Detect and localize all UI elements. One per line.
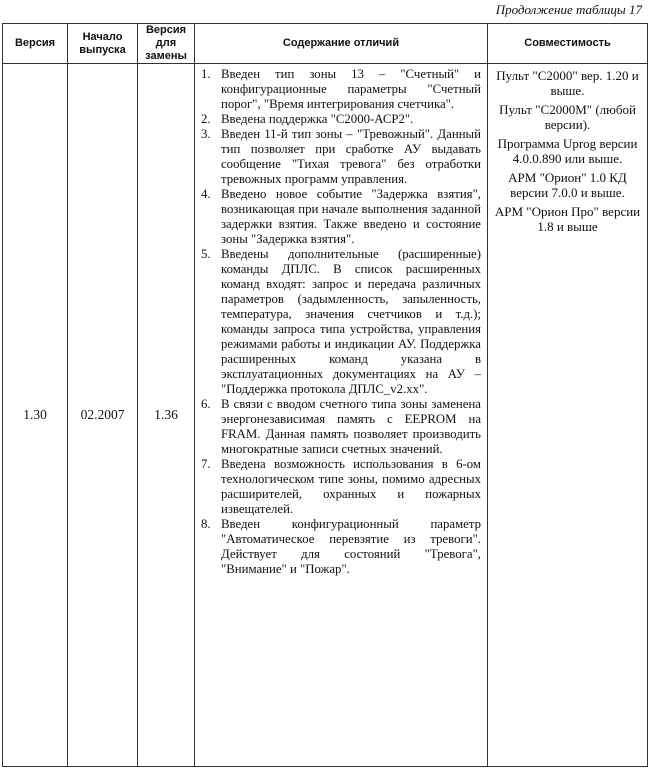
list-item bbox=[199, 397, 481, 457]
list-item-text: Введена возможность использования в 6-ом технологическом типе зоны, помимо адресных расширителей, охранных и пожарных извещателей. bbox=[221, 457, 481, 516]
header-version: Версия bbox=[3, 24, 68, 64]
cell-compatibility bbox=[488, 64, 648, 767]
list-item bbox=[199, 112, 481, 127]
list-item bbox=[199, 517, 481, 577]
header-differences: Содержание отличий bbox=[195, 24, 488, 64]
list-item-number: 1. bbox=[201, 67, 211, 81]
compatibility-entry: Пульт "С2000" вер. 1.20 и выше. bbox=[496, 68, 639, 98]
table-row bbox=[3, 64, 648, 767]
list-item-text: Введен конфигурационный параметр "Автоматическое перевзятие из тревоги". Действует для состояний "Тревога", "Внимание" и "Пожар". bbox=[221, 517, 481, 576]
header-release: Начало выпуска bbox=[68, 24, 138, 64]
list-item bbox=[199, 127, 481, 187]
list-item bbox=[199, 67, 481, 112]
cell-replacement: 1.36 bbox=[138, 64, 195, 767]
list-item-number: 3. bbox=[201, 127, 211, 141]
list-item-number: 6. bbox=[201, 397, 211, 411]
list-item-number: 4. bbox=[201, 187, 211, 201]
list-item-text: Введен 11-й тип зоны – "Тревожный". Данный тип позволяет при сработке АУ выдавать сообщение "Тихая тревога" без отработки тревожных программ управления. bbox=[221, 127, 481, 186]
table-caption: Продолжение таблицы 17 bbox=[495, 2, 642, 17]
list-item-text: Введено новое событие "Задержка взятия", возникающая при начале выполнения заданной задержки взятия. Также введено и состояние зоны "Задержка взятия". bbox=[221, 187, 481, 246]
differences-list bbox=[199, 67, 481, 577]
cell-release: 02.2007 bbox=[68, 64, 138, 767]
header-compatibility: Совместимость bbox=[488, 24, 648, 64]
cell-differences bbox=[195, 64, 488, 767]
compatibility-entry: АРМ "Орион" 1.0 КД версии 7.0.0 и выше. bbox=[508, 170, 627, 200]
list-item-number: 8. bbox=[201, 517, 211, 531]
list-item bbox=[199, 187, 481, 247]
compatibility-entry: Пульт "С2000М" (любой версии). bbox=[499, 102, 636, 132]
list-item bbox=[199, 247, 481, 397]
list-item-number: 5. bbox=[201, 247, 211, 261]
list-item-number: 2. bbox=[201, 112, 211, 126]
list-item-number: 7. bbox=[201, 457, 211, 471]
header-replacement: Версия для замены bbox=[138, 24, 195, 64]
list-item-text: Введен тип зоны 13 – "Счетный" и конфигурационные параметры "Счетный порог", "Время интегрирования счетчика". bbox=[221, 67, 481, 111]
compatibility-entry: Программа Uprog версии 4.0.0.890 или выше. bbox=[497, 136, 638, 166]
compatibility-entry: АРМ "Орион Про" версии 1.8 и выше bbox=[494, 204, 641, 234]
list-item-text: Введены дополнительные (расширенные) команды ДПЛС. В список расширенных команд входят: запрос и передача различных параметров (задымленность, запыленность, температура, значения счетчиков и т.д.); команды запроса типа устройства, управления режимами работы и индикации АУ. Поддержка расширенных команд указана в эксплуатационных документациях на АУ – "Поддержка протокола ДПЛС_v2.xx". bbox=[221, 247, 481, 396]
list-item-text: Введена поддержка "С2000-АСР2". bbox=[221, 112, 414, 126]
compatibility-list bbox=[492, 68, 643, 234]
list-item-text: В связи с вводом счетного типа зоны заменена энергонезависимая память с EEPROM на FRAM. Данная память позволяет производить многократные записи счетных значений. bbox=[221, 397, 481, 456]
list-item bbox=[199, 457, 481, 517]
version-table bbox=[2, 23, 648, 767]
cell-version: 1.30 bbox=[3, 64, 68, 767]
header-row bbox=[3, 24, 648, 64]
